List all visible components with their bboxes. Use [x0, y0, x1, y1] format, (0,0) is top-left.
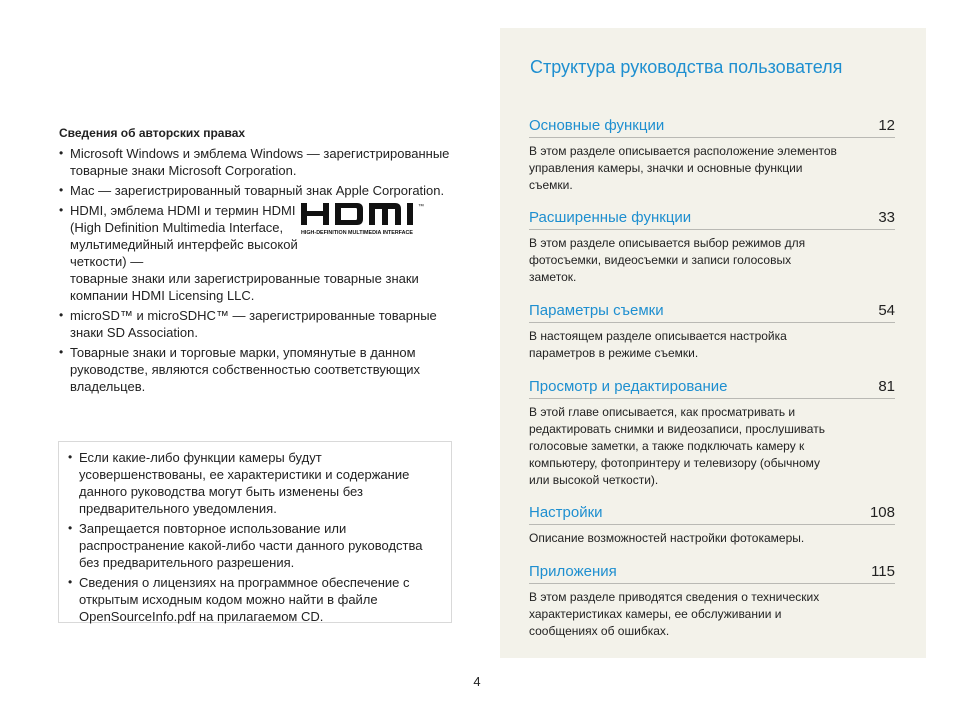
toc-entry-name[interactable]: Настройки: [529, 504, 603, 521]
toc-entry-header: [529, 378, 895, 399]
toc-entry-basic[interactable]: [529, 117, 895, 194]
hdmi-tm: ™: [418, 204, 424, 210]
notice-box: [58, 441, 452, 623]
toc-entry-advanced[interactable]: [529, 209, 895, 286]
toc-entry-name[interactable]: Основные функции: [529, 117, 665, 134]
toc-entry-name[interactable]: Параметры съемки: [529, 302, 664, 319]
toc-entry-header: [529, 563, 895, 584]
toc-entry-header: [529, 302, 895, 323]
copyright-item: • microSD™ и microSDHC™ — зарегистрированные товарные знаки SD Association.: [59, 307, 459, 341]
toc-entry-desc: В этом разделе приводятся сведения о технических характеристиках камеры, ее обслуживании и сообщениях об ошибках.: [529, 590, 820, 638]
copyright-item-hdmi: [59, 202, 459, 304]
toc-entry-header: [529, 504, 895, 525]
toc-entry-name[interactable]: Расширенные функции: [529, 209, 692, 226]
hdmi-item-text: • HDMI, эмблема HDMI и термин HDMI (High Definition Multimedia Interface, мультимедийный интерфейс высокой четкости) —: [70, 203, 298, 269]
toc-entry-name[interactable]: Просмотр и редактирование: [529, 378, 728, 395]
notice-item: • Запрещается повторное использование или распространение какой-либо части данного руководства без предварительного разрешения.: [68, 520, 443, 571]
copyright-item: • Mac — зарегистрированный товарный знак Apple Corporation.: [59, 182, 459, 199]
toc-entry-page[interactable]: 54: [878, 302, 895, 319]
toc-entry-desc: В этом разделе описывается расположение элементов управления камеры, значки и основные функции съемки.: [529, 144, 837, 192]
toc-entry-desc: В этом разделе описывается выбор режимов для фотосъемки, видеосъемки и записи голосовых заметок.: [529, 236, 806, 284]
hdmi-tagline: HIGH-DEFINITION MULTIMEDIA INTERFACE: [301, 230, 414, 236]
copyright-item: • Microsoft Windows и эмблема Windows — зарегистрированные товарные знаки Microsoft Corporation.: [59, 145, 459, 179]
toc-entry-desc: В этой главе описывается, как просматривать и редактировать снимки и видеозаписи, прослушивать голосовые заметки, а также подключать камеру к компьютеру, фотопринтеру и телевизору (обычному или высокой четкости).: [529, 405, 825, 487]
toc-entry-page[interactable]: 12: [878, 117, 895, 134]
toc-title: Структура руководства пользователя: [530, 57, 843, 77]
hdmi-logo: [299, 201, 455, 241]
toc-entry-playback[interactable]: [529, 378, 895, 489]
hdmi-item-text-rest: товарные знаки или зарегистрированные товарные знаки компании HDMI Licensing LLC.: [70, 271, 419, 303]
copyright-section: [59, 125, 459, 398]
page-number: 4: [473, 674, 481, 689]
copyright-list: [59, 145, 459, 395]
toc-entry-page[interactable]: 81: [878, 378, 895, 395]
toc-entry-shooting-options[interactable]: [529, 302, 895, 362]
toc-entry-settings[interactable]: [529, 504, 895, 547]
copyright-heading: Сведения об авторских правах: [59, 126, 246, 140]
toc-entry-appendixes[interactable]: [529, 563, 895, 640]
toc-entry-desc: В настоящем разделе описывается настройка параметров в режиме съемки.: [529, 329, 787, 360]
toc-entry-page[interactable]: 108: [869, 504, 895, 521]
notice-item: • Если какие-либо функции камеры будут усовершенствованы, ее характеристики и содержание данного руководства могут быть изменены без предварительного уведомления.: [68, 449, 443, 517]
notice-list: [68, 449, 443, 625]
toc-entry-header: [529, 117, 895, 138]
notice-item: • Сведения о лицензиях на программное обеспечение с открытым исходным кодом можно найти в файле OpenSourceInfo.pdf на прилагаемом CD.: [68, 574, 443, 625]
toc-entry-page[interactable]: 33: [878, 209, 895, 226]
toc-entry-desc: Описание возможностей настройки фотокамеры.: [529, 531, 805, 545]
toc-entry-page[interactable]: 115: [871, 563, 895, 580]
copyright-item: • Товарные знаки и торговые марки, упомянутые в данном руководстве, являются собственностью соответствующих владельцев.: [59, 344, 459, 395]
toc-entry-name[interactable]: Приложения: [529, 563, 617, 580]
toc-entry-header: [529, 209, 895, 230]
table-of-contents: [500, 28, 926, 658]
